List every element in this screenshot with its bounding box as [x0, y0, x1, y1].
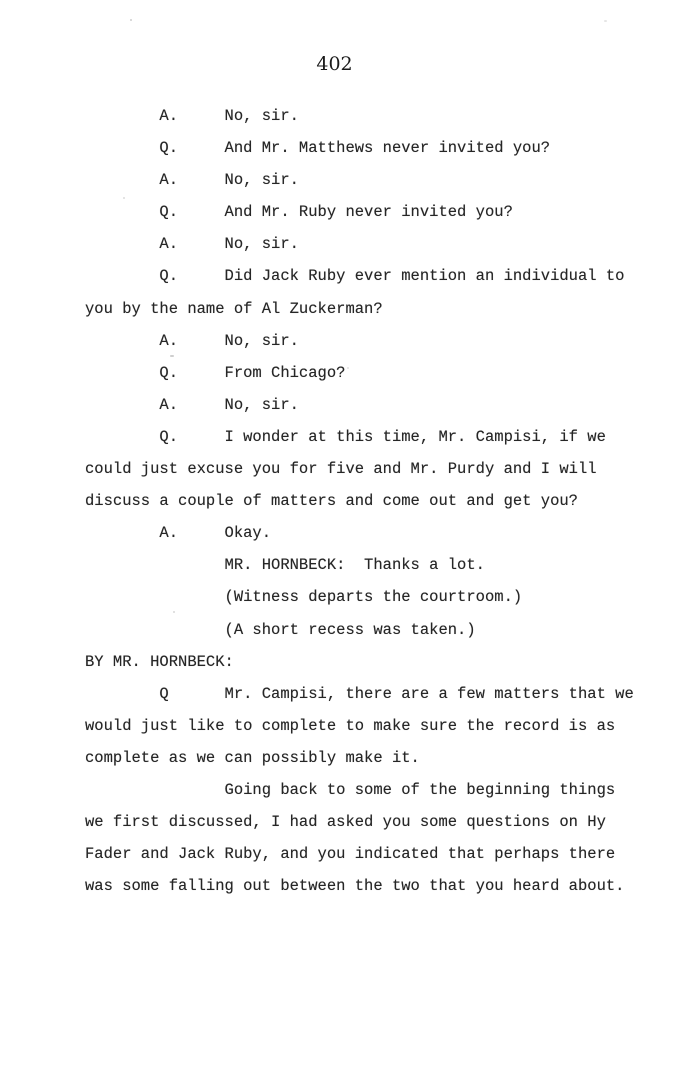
- transcript-line: Going back to some of the beginning things: [85, 780, 616, 799]
- transcript-line: Q. And Mr. Ruby never invited you?: [85, 203, 513, 222]
- transcript-line: we first discussed, I had asked you some questions on Hy: [85, 813, 606, 832]
- transcript-line: (Witness departs the courtroom.): [85, 588, 523, 607]
- page-number: 402: [316, 53, 353, 75]
- scan-speck: [604, 20, 607, 22]
- transcript-body: [85, 100, 665, 902]
- transcript-line: (A short recess was taken.): [85, 620, 476, 639]
- scan-speck: [123, 197, 125, 199]
- transcript-line: A. No, sir.: [85, 395, 299, 414]
- transcript-line: Q. I wonder at this time, Mr. Campisi, if we: [85, 427, 606, 446]
- transcript-line: MR. HORNBECK: Thanks a lot.: [85, 556, 485, 575]
- transcript-line: was some falling out between the two that you heard about.: [85, 877, 625, 896]
- transcript-line: A. No, sir.: [85, 235, 299, 254]
- transcript-line: Q Mr. Campisi, there are a few matters that we: [85, 684, 634, 703]
- transcript-line: A. Okay.: [85, 524, 272, 543]
- transcript-line: would just like to complete to make sure the record is as: [85, 716, 616, 735]
- scan-speck: [347, 367, 349, 369]
- scan-speck: [170, 355, 174, 357]
- transcript-line: Fader and Jack Ruby, and you indicated that perhaps there: [85, 845, 616, 864]
- transcript-line: could just excuse you for five and Mr. Purdy and I will: [85, 460, 597, 479]
- transcript-line: Q. And Mr. Matthews never invited you?: [85, 139, 551, 158]
- transcript-line: A. No, sir.: [85, 331, 299, 350]
- scan-speck: [173, 611, 175, 613]
- scan-speck: [130, 19, 132, 21]
- transcript-line: A. No, sir.: [85, 107, 299, 125]
- transcript-line: Q. From Chicago?: [85, 363, 346, 382]
- transcript-line: Q. Did Jack Ruby ever mention an individual to: [85, 267, 625, 286]
- transcript-line: A. No, sir.: [85, 171, 299, 190]
- transcript-line: discuss a couple of matters and come out and get you?: [85, 492, 578, 511]
- transcript-line: you by the name of Al Zuckerman?: [85, 299, 383, 318]
- transcript-line: complete as we can possibly make it.: [85, 748, 420, 767]
- transcript-line: BY MR. HORNBECK:: [85, 652, 234, 671]
